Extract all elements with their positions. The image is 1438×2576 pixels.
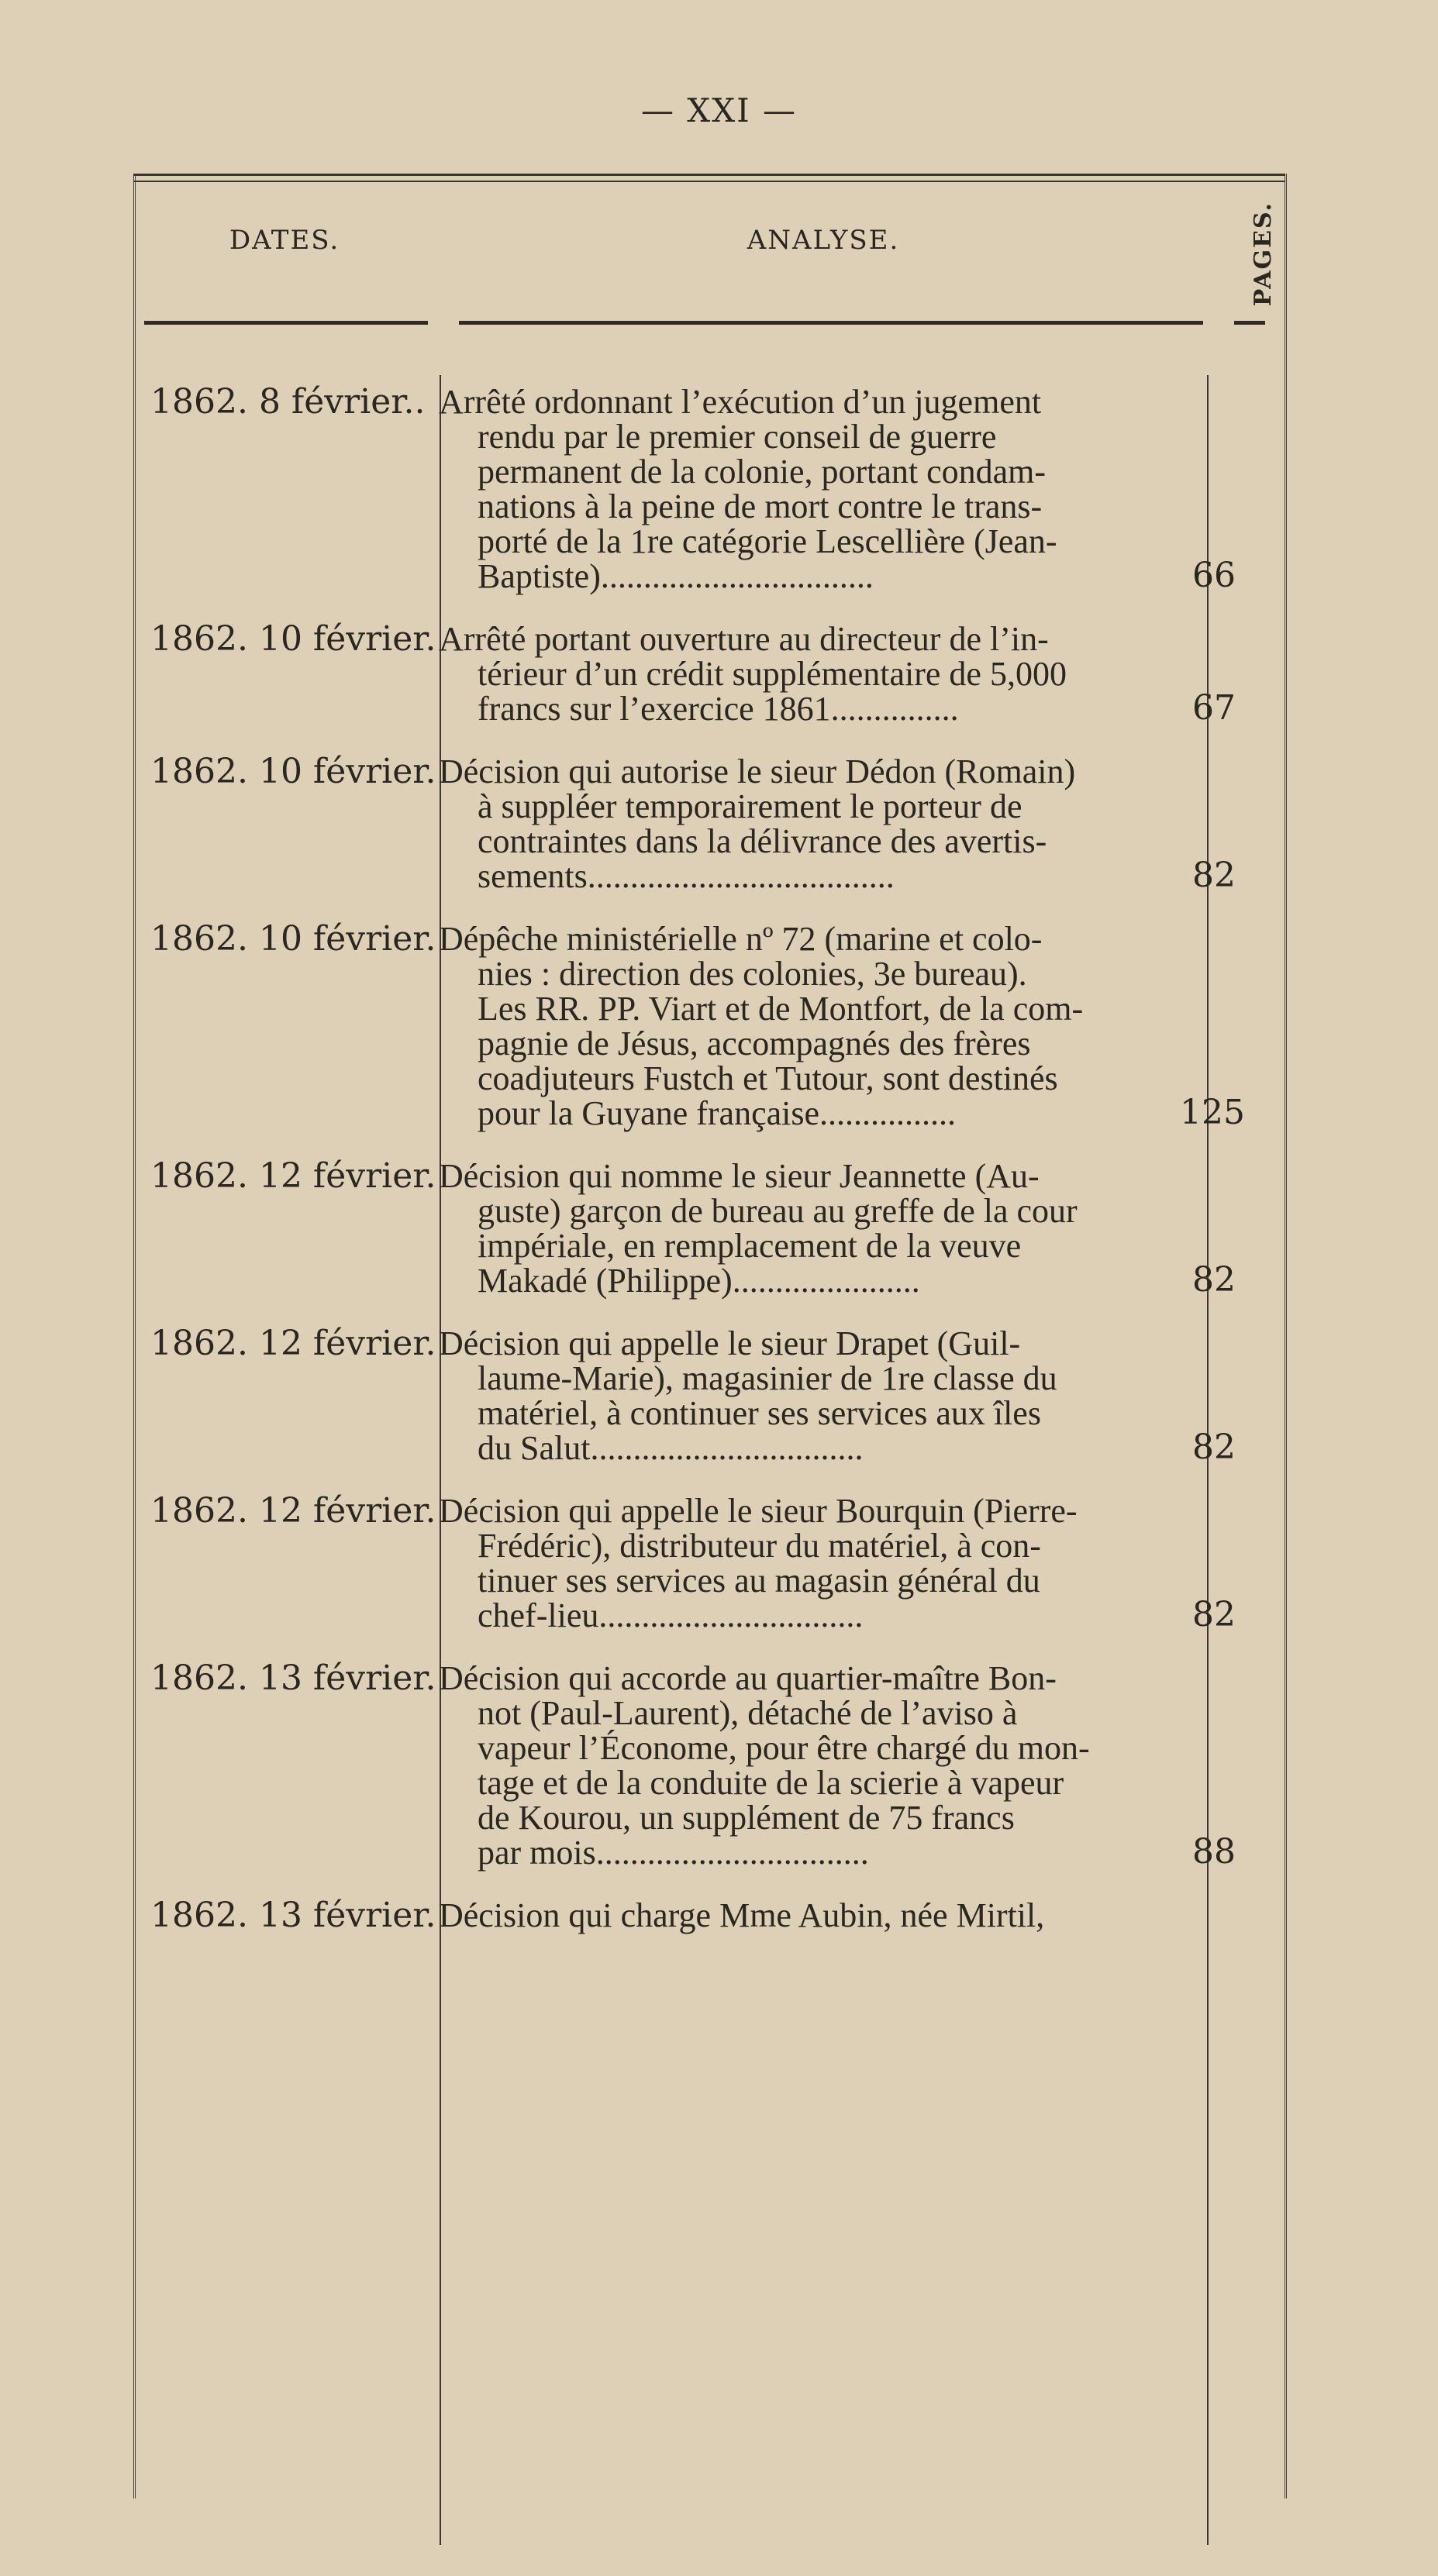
entry-analysis [428, 1493, 1180, 1633]
table-row [133, 1326, 1285, 1465]
analysis-line: à suppléer temporairement le porteur de [478, 787, 1022, 825]
entry-page-number: 82 [1192, 1260, 1236, 1300]
entry-page-number: 66 [1192, 556, 1236, 595]
table-row [133, 754, 1285, 894]
analysis-line: térieur d’un crédit supplémentaire de 5,000 [478, 655, 1067, 693]
entry-date: 1862. 13 février. [150, 1658, 436, 1698]
analysis-line: Arrêté ordonnant l’exécution d’un jugement [439, 383, 1042, 421]
analysis-line: laume-Marie), magasinier de 1re classe du [478, 1359, 1057, 1397]
analysis-line: par mois................................ [478, 1834, 869, 1872]
analysis-line: nations à la peine de mort contre le trans- [478, 487, 1043, 525]
entry-analysis [428, 1661, 1180, 1870]
entry-date: 1862. 10 février. [150, 919, 436, 959]
analysis-line: Dépêche ministérielle nº 72 (marine et colo- [439, 920, 1043, 958]
entries-list [133, 384, 1285, 1961]
table-row [133, 1898, 1285, 1934]
analysis-line: coadjuteurs Fustch et Tutour, sont destinés [478, 1059, 1058, 1097]
entry-analysis [428, 384, 1180, 594]
analysis-line: nies : direction des colonies, 3e bureau). [478, 955, 1027, 993]
entry-analysis [428, 622, 1180, 726]
table-row [133, 384, 1285, 594]
analysis-line: Décision qui accorde au quartier-maître Bon- [439, 1659, 1057, 1697]
entry-date: 1862. 10 février. [150, 619, 436, 659]
analysis-line: pagnie de Jésus, accompagnés des frères [478, 1025, 1031, 1062]
analysis-line: Décision qui appelle le sieur Drapet (Guil- [439, 1324, 1021, 1362]
header-pages: PAGES. [1250, 201, 1277, 307]
table-row [133, 1658, 1285, 1872]
running-head: — XXI — [640, 91, 798, 129]
analysis-line: du Salut................................ [478, 1429, 864, 1467]
analysis-line: tinuer ses services au magasin général du [478, 1562, 1040, 1600]
entry-analysis [428, 1326, 1180, 1465]
table-row [133, 619, 1285, 728]
header-rule-dates [144, 321, 428, 325]
table-header [133, 178, 1285, 318]
entry-date: 1862. 10 février. [150, 752, 436, 791]
analysis-line: matériel, à continuer ses services aux îles [478, 1394, 1041, 1432]
analysis-line: Baptiste)................................ [478, 557, 874, 595]
analysis-line: chef-lieu............................... [478, 1596, 864, 1634]
entry-analysis [428, 1898, 1180, 1934]
analysis-line: Décision qui charge Mme Aubin, née Mirtil, [439, 1896, 1045, 1934]
entry-date: 1862. 8 février.. [150, 382, 426, 422]
entry-page-number: 82 [1192, 1595, 1236, 1634]
header-dates: DATES. [229, 225, 340, 256]
analysis-line: impériale, en remplacement de la veuve [478, 1227, 1022, 1265]
analysis-line: not (Paul-Laurent), détaché de l’aviso à [478, 1694, 1018, 1732]
analysis-line: pour la Guyane française................ [478, 1094, 957, 1132]
header-analyse: ANALYSE. [747, 225, 900, 256]
table-row [133, 1493, 1285, 1633]
analysis-line: porté de la 1re catégorie Lescellière (Jean- [478, 522, 1057, 560]
analysis-line: Décision qui autorise le sieur Dédon (Romain) [439, 752, 1076, 790]
analysis-line: Arrêté portant ouverture au directeur de l’in- [439, 620, 1049, 658]
analysis-line: vapeur l’Économe, pour être chargé du mon- [478, 1729, 1090, 1767]
analysis-line: Décision qui appelle le sieur Bourquin (Pierre- [439, 1492, 1078, 1530]
table-row [133, 1156, 1285, 1300]
analysis-line: de Kourou, un supplément de 75 francs [478, 1799, 1015, 1837]
entry-date: 1862. 12 février. [150, 1324, 436, 1363]
analysis-line: contraintes dans la délivrance des avertis- [478, 822, 1047, 860]
table-row [133, 921, 1285, 1131]
entry-date: 1862. 12 février. [150, 1491, 436, 1531]
entry-analysis [428, 754, 1180, 894]
analysis-line: permanent de la colonie, portant condam- [478, 453, 1047, 491]
entry-analysis [428, 921, 1180, 1131]
entry-date: 1862. 12 février. [150, 1156, 436, 1196]
entry-page-number: 82 [1192, 1427, 1236, 1467]
header-rule-analyse [459, 321, 1203, 325]
entry-page-number: 88 [1192, 1832, 1236, 1872]
analysis-line: sements.................................... [478, 857, 895, 895]
entry-page-number: 125 [1180, 1093, 1245, 1132]
analysis-line: Frédéric), distributeur du matériel, à con- [478, 1527, 1041, 1565]
analysis-line: tage et de la conduite de la scierie à vapeur [478, 1764, 1064, 1802]
entry-page-number: 67 [1192, 688, 1236, 728]
analysis-line: Les RR. PP. Viart et de Montfort, de la com- [478, 990, 1084, 1028]
analysis-line: guste) garçon de bureau au greffe de la cour [478, 1192, 1078, 1230]
table-page [133, 174, 1285, 2576]
entry-page-number: 82 [1192, 856, 1236, 895]
analysis-line: Makadé (Philippe)...................... [478, 1262, 920, 1300]
header-rule-pages [1234, 321, 1265, 325]
analysis-line: Décision qui nomme le sieur Jeannette (Au- [439, 1157, 1040, 1195]
analysis-line: rendu par le premier conseil de guerre [478, 418, 997, 456]
analysis-line: francs sur l’exercice 1861............... [478, 690, 959, 728]
entry-analysis [428, 1159, 1180, 1298]
entry-date: 1862. 13 février. [150, 1896, 436, 1935]
